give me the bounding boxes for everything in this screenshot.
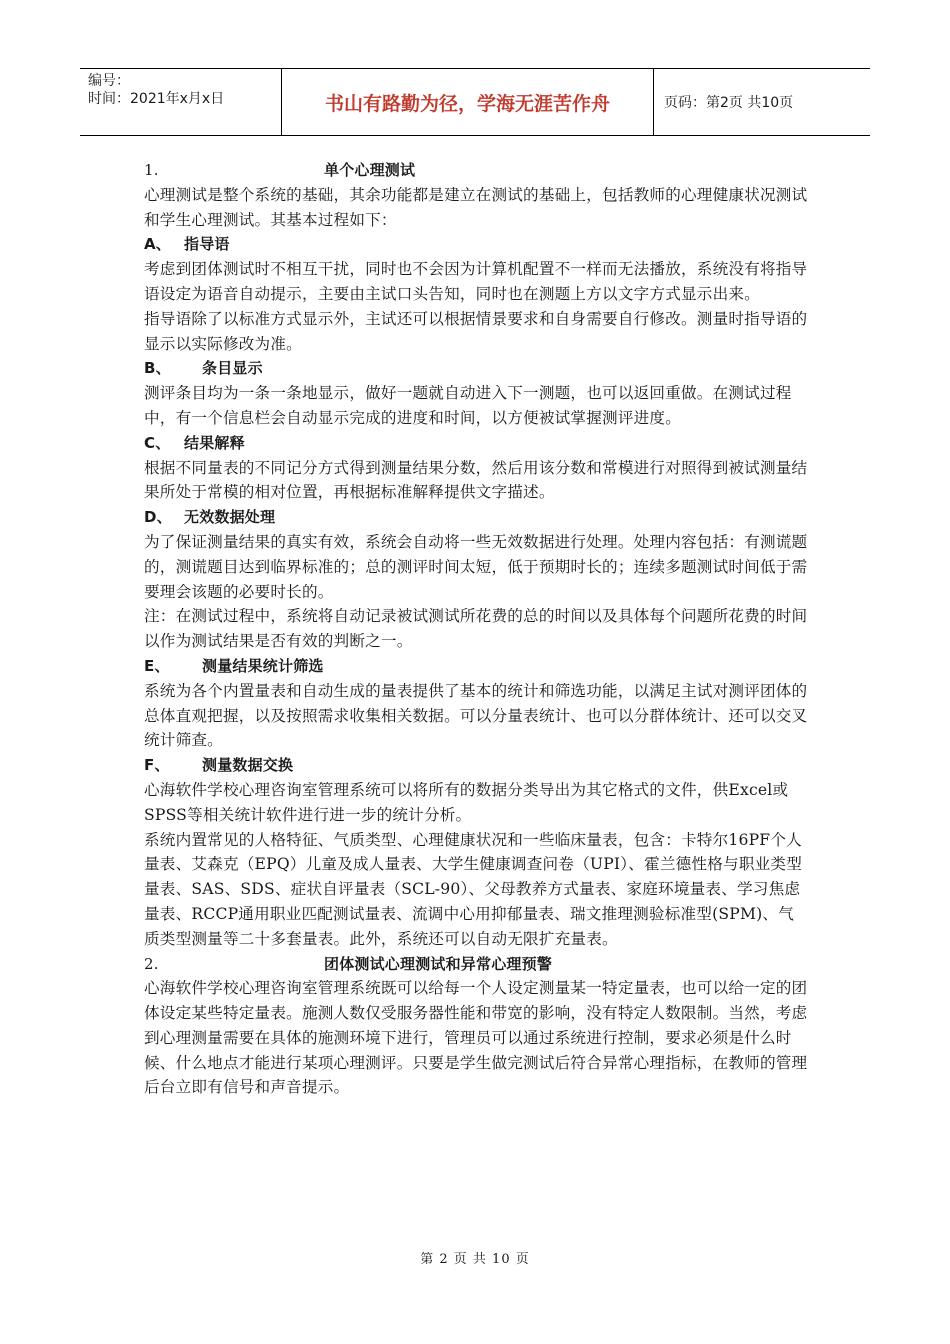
subsection-title: 测量结果统计筛选 bbox=[202, 656, 324, 675]
subsection-number: A、 bbox=[144, 235, 172, 254]
date-label: 时间：2021年x月x日 bbox=[88, 91, 225, 107]
section-number: 1. bbox=[144, 161, 159, 179]
paragraph: 心海软件学校心理咨询室管理系统可以将所有的数据分类导出为其它格式的文件，供Excel或SPSS等相关统计软件进行进一步的统计分析。 bbox=[144, 780, 789, 824]
paragraph: 系统内置常见的人格特征、气质类型、心理健康状况和一些临床量表，包含：卡特尔16PF个人量表、艾森克（EPQ）儿童及成人量表、大学生健康调查问卷（UPI）、霍兰德性格与职业类型量表、SAS、SDS、症状自评量表（SCL-90）、父母教养方式量表、家庭环境量表、学习焦虑量表、RCCP通用职业匹配测试量表、流调中心用抑郁量表、瑞文推理测验标准型(SPM)、气质类型测量等二十多套量表。此外，系统还可以自动无限扩充量表。 bbox=[144, 830, 803, 948]
subsection-number: D、 bbox=[144, 508, 172, 527]
header-page-info: 页码：第2页 共10页 bbox=[664, 95, 794, 111]
paragraph: 为了保证测量结果的真实有效，系统会自动将一些无效数据进行处理。处理内容包括：有测谎题的，测谎题目达到临界标准的；总的测评时间太短，低于预期时长的；连续多题测试时间低于需要理会该题的必要时长的。 bbox=[144, 532, 808, 601]
document-body bbox=[144, 158, 808, 1100]
paragraph: 考虑到团体测试时不相互干扰，同时也不会因为计算机配置不一样而无法播放，系统没有将指导语设定为语音自动提示，主要由主试口头告知，同时也在测题上方以文字方式显示出来。 bbox=[144, 260, 808, 303]
subsection-number: F、 bbox=[144, 756, 170, 775]
header-motto: 书山有路勤为径，学海无涯苦作舟 bbox=[282, 69, 654, 135]
paragraph: 心理测试是整个系统的基础，其余功能都是建立在测试的基础上，包括教师的心理健康状况测试和学生心理测试。其基本过程如下： bbox=[144, 185, 808, 229]
section-title: 单个心理测试 bbox=[324, 161, 416, 179]
subsection-title: 结果解释 bbox=[184, 433, 245, 452]
header-meta bbox=[80, 69, 282, 135]
subsection-number: B、 bbox=[144, 359, 171, 378]
paragraph: 测评条目均为一条一条地显示，做好一题就自动进入下一测题，也可以返回重做。在测试过程中，有一个信息栏会自动显示完成的进度和时间，以方便被试掌握测评进度。 bbox=[144, 384, 792, 427]
section-title: 团体测试心理测试和异常心理预警 bbox=[324, 954, 553, 973]
paragraph: 注：在测试过程中，系统将自动记录被试测试所花费的总的时间以及具体每个问题所花费的时间以作为测试结果是否有效的判断之一。 bbox=[144, 607, 808, 651]
paragraph: 心海软件学校心理咨询室管理系统既可以给每一个人设定测量某一特定量表，也可以给一定的团体设定某些特定量表。施测人数仅受服务器性能和带宽的影响，没有特定人数限制。当然，考虑到心理测量需要在具体的施测环境下进行，管理员可以通过系统进行控制，要求必须是什么时候、什么地点才能进行某项心理测评。只要是学生做完测试后符合异常心理指标，在教师的管理后台立即有信号和声音提示。 bbox=[144, 979, 808, 1097]
subsection-heading bbox=[144, 753, 808, 778]
section-number: 2. bbox=[144, 954, 159, 973]
paragraph: 根据不同量表的不同记分方式得到测量结果分数，然后用该分数和常模进行对照得到被试测量结果所处于常模的相对位置，再根据标准解释提供文字描述。 bbox=[144, 458, 808, 502]
subsection-number: C、 bbox=[144, 433, 171, 452]
subsection-heading bbox=[144, 431, 808, 456]
subsection-title: 条目显示 bbox=[202, 359, 263, 378]
number-label: 编号： bbox=[88, 73, 130, 89]
page-footer: 第 2 页 共 10 页 bbox=[420, 1252, 530, 1267]
subsection-title: 测量数据交换 bbox=[202, 756, 294, 775]
subsection-heading bbox=[144, 505, 808, 530]
paragraph: 指导语除了以标准方式显示外，主试还可以根据情景要求和自身需要自行修改。测量时指导语的显示以实际修改为准。 bbox=[144, 309, 808, 353]
subsection-heading bbox=[144, 232, 808, 257]
page-header bbox=[80, 68, 870, 136]
subsection-title: 指导语 bbox=[184, 235, 230, 254]
subsection-number: E、 bbox=[144, 656, 170, 675]
section-heading bbox=[144, 952, 808, 977]
paragraph: 系统为各个内置量表和自动生成的量表提供了基本的统计和筛选功能，以满足主试对测评团体的总体直观把握，以及按照需求收集相关数据。可以分量表统计、也可以分群体统计、还可以交叉统计筛查。 bbox=[144, 681, 808, 750]
subsection-heading bbox=[144, 356, 808, 381]
section-heading bbox=[144, 158, 808, 183]
subsection-heading bbox=[144, 654, 808, 679]
subsection-title: 无效数据处理 bbox=[184, 508, 276, 527]
